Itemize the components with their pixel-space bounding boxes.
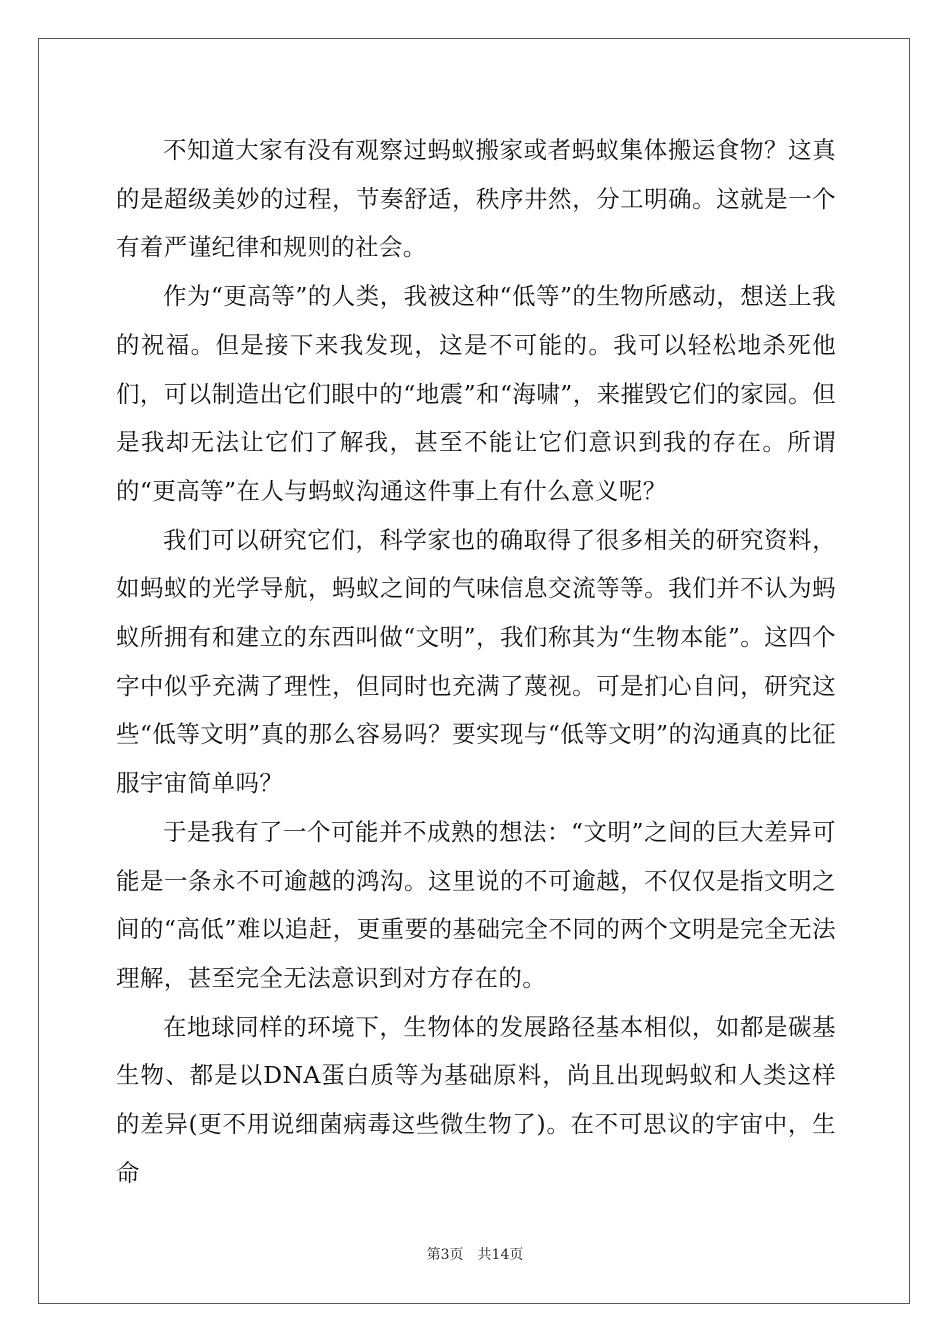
document-body	[116, 126, 836, 1197]
paragraph: 不知道大家有没有观察过蚂蚁搬家或者蚂蚁集体搬运食物？这真的是超级美妙的过程，节奏舒适，秩序井然，分工明确。这就是一个有着严谨纪律和规则的社会。	[116, 136, 836, 262]
paragraph: 我们可以研究它们，科学家也的确取得了很多相关的研究资料，如蚂蚁的光学导航，蚂蚁之间的气味信息交流等等。我们并不认为蚂蚁所拥有和建立的东西叫做“文明”，我们称其为“生物本能”。这四个字中似乎充满了理性，但同时也充满了蔑视。可是扪心自问，研究这些“低等文明”真的那么容易吗？要实现与“低等文明”的沟通真的比征服宇宙简单吗？	[116, 525, 836, 798]
paragraph: 作为“更高等”的人类，我被这种“低等”的生物所感动，想送上我的祝福。但是接下来我发现，这是不可能的。我可以轻松地杀死他们，可以制造出它们眼中的“地震”和“海啸”，来摧毁它们的家园。但是我却无法让它们了解我，甚至不能让它们意识到我的存在。所谓的“更高等”在人与蚂蚁沟通这件事上有什么意义呢？	[116, 282, 836, 505]
paragraph: 在地球同样的环境下，生物体的发展路径基本相似，如都是碳基生物、都是以DNA蛋白质等为基础原料，尚且出现蚂蚁和人类这样的差异(更不用说细菌病毒这些微生物了)。在不可思议的宇宙中，生命	[116, 1012, 836, 1187]
page-number-footer: 第3页 共14页	[426, 1247, 524, 1263]
paragraph: 于是我有了一个可能并不成熟的想法：“文明”之间的巨大差异可能是一条永不可逾越的鸿沟。这里说的不可逾越，不仅仅是指文明之间的“高低”难以追赶，更重要的基础完全不同的两个文明是完全无法理解，甚至完全无法意识到对方存在的。	[116, 817, 836, 992]
